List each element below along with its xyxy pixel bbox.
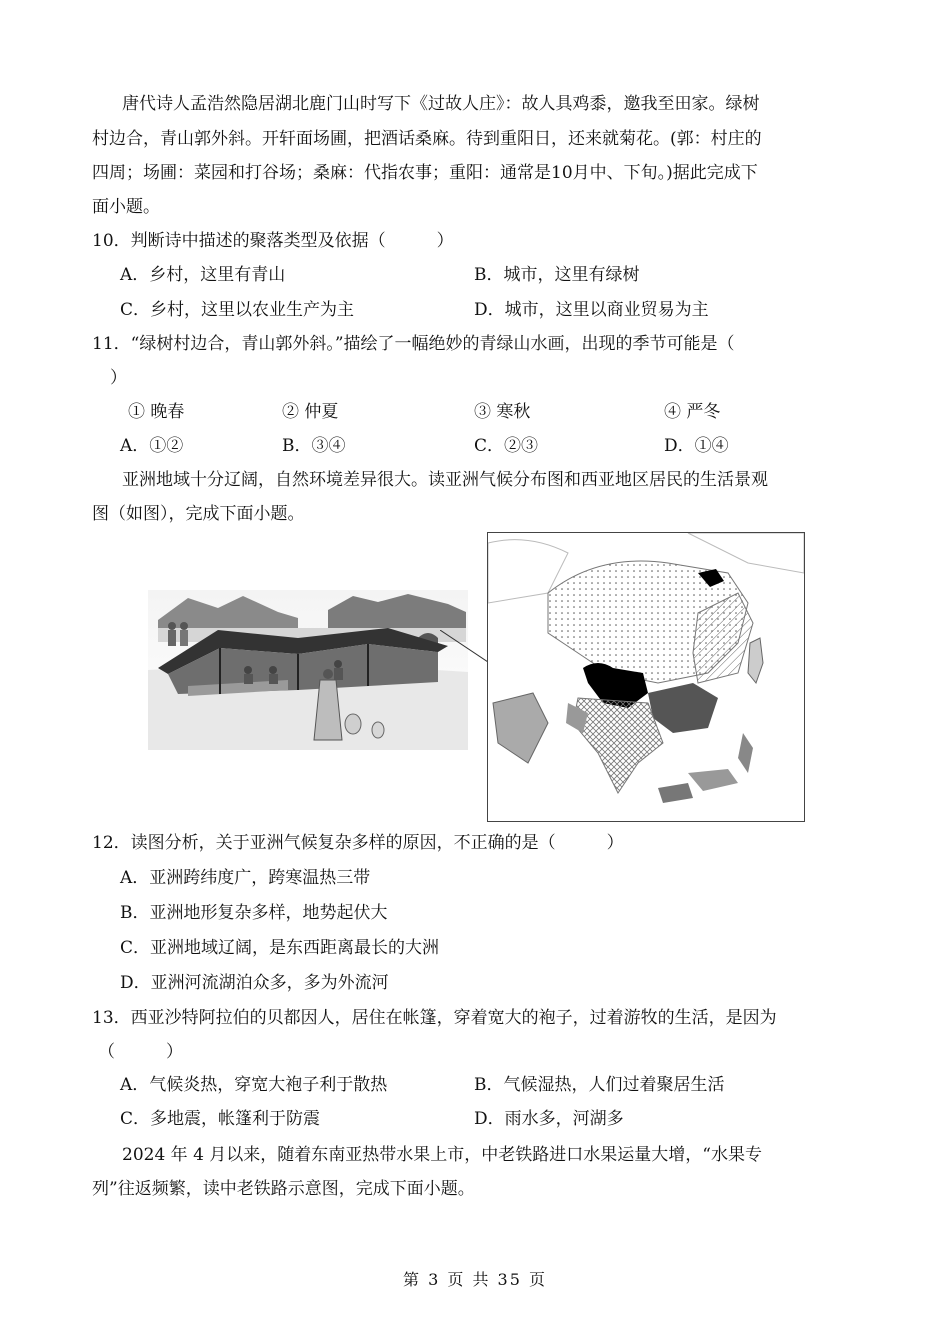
asia-climate-map <box>487 532 805 822</box>
passage-line: 村边合，青山郭外斜。开轩面场圃，把酒话桑麻。待到重阳日，还来就菊花。(郭：村庄的 <box>92 129 762 149</box>
q13-option-c: C．多地震，帐篷利于防震 <box>120 1109 321 1129</box>
bedouin-tent-illustration <box>148 590 468 750</box>
passage-line: 亚洲地域十分辽阔，自然环境差异很大。读亚洲气候分布图和西亚地区居民的生活景观 <box>122 470 768 490</box>
q12-option-b: B．亚洲地形复杂多样，地势起伏大 <box>120 903 388 923</box>
passage-line: 2024 年 4 月以来，随着东南亚热带水果上市，中老铁路进口水果运量大增，“水果专 <box>122 1145 762 1165</box>
question-11-stem: 11．“绿树村边合，青山郭外斜。”描绘了一幅绝妙的青绿山水画，出现的季节可能是（ <box>92 334 735 354</box>
question-11-stem-cont: ） <box>110 368 127 388</box>
q13-option-b: B．气候湿热，人们过着聚居生活 <box>474 1075 725 1095</box>
passage-line: 列”往返频繁，读中老铁路示意图，完成下面小题。 <box>92 1179 475 1199</box>
q10-option-a: A．乡村，这里有青山 <box>120 265 286 285</box>
q11-item-3: ③ 寒秋 <box>474 402 531 422</box>
q12-option-c: C．亚洲地域辽阔，是东西距离最长的大洲 <box>120 938 440 958</box>
question-12-stem: 12．读图分析，关于亚洲气候复杂多样的原因，不正确的是（ ） <box>92 833 624 853</box>
q11-option-a: A．①② <box>120 436 184 456</box>
q12-option-a: A．亚洲跨纬度广，跨寒温热三带 <box>120 868 371 888</box>
passage-line: 唐代诗人孟浩然隐居湖北鹿门山时写下《过故人庄》：故人具鸡黍，邀我至田家。绿树 <box>122 94 760 114</box>
page-number: 第 3 页 共 35 页 <box>403 1270 547 1289</box>
question-10-stem: 10．判断诗中描述的聚落类型及依据（ ） <box>92 231 454 251</box>
question-13-stem-cont: （ ） <box>98 1042 183 1062</box>
q11-item-4: ④ 严冬 <box>664 402 721 422</box>
q10-option-c: C．乡村，这里以农业生产为主 <box>120 300 355 320</box>
passage-line: 面小题。 <box>92 197 160 217</box>
q13-option-d: D．雨水多，河湖多 <box>474 1109 624 1129</box>
q11-option-d: D．①④ <box>664 436 729 456</box>
q10-option-d: D．城市，这里以商业贸易为主 <box>474 300 709 320</box>
q11-option-c: C．②③ <box>474 436 539 456</box>
q13-option-a: A．气候炎热，穿宽大袍子利于散热 <box>120 1075 388 1095</box>
q10-option-b: B．城市，这里有绿树 <box>474 265 640 285</box>
passage-line: 图（如图），完成下面小题。 <box>92 504 305 524</box>
q12-option-d: D．亚洲河流湖泊众多，多为外流河 <box>120 973 389 993</box>
q11-item-1: ① 晚春 <box>128 402 185 422</box>
question-13-stem: 13．西亚沙特阿拉伯的贝都因人，居住在帐篷，穿着宽大的袍子，过着游牧的生活，是因为 <box>92 1008 777 1028</box>
passage-line: 四周；场圃：菜园和打谷场；桑麻：代指农事；重阳：通常是10月中、下旬。)据此完成下 <box>92 163 758 183</box>
q11-item-2: ② 仲夏 <box>282 402 339 422</box>
q11-option-b: B．③④ <box>282 436 346 456</box>
